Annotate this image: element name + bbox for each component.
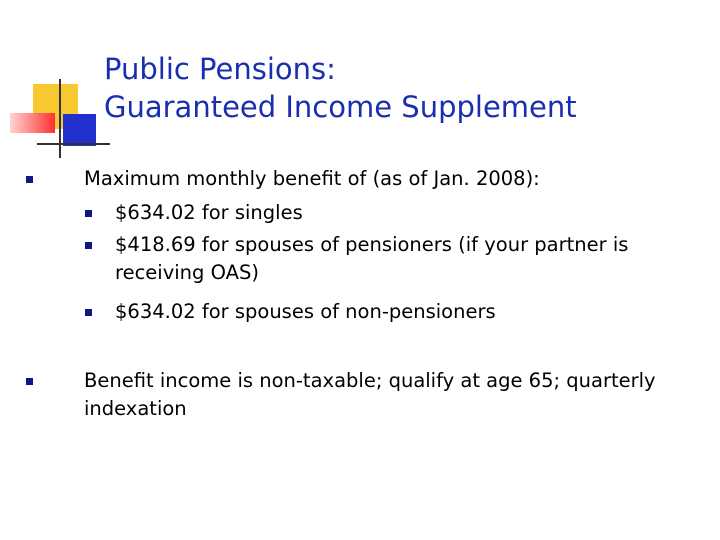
red-gradient-bar <box>10 113 55 133</box>
title-line-2: Guaranteed Income Supplement <box>104 90 577 124</box>
horizontal-rule <box>37 143 110 145</box>
sub-bullet-marker <box>85 210 92 217</box>
decorative-logo <box>0 0 110 170</box>
sub-bullet-text: $634.02 for spouses of non-pensioners <box>115 300 496 323</box>
sub-bullet-text: $418.69 for spouses of pensioners (if your partner is <box>115 233 629 256</box>
bullet-text-continued: indexation <box>84 397 187 420</box>
bullet-marker <box>26 176 33 183</box>
sub-bullet-marker <box>85 309 92 316</box>
bullet-marker <box>26 378 33 385</box>
slide-title <box>104 50 577 126</box>
sub-bullet-marker <box>85 242 92 249</box>
bullet-text: Benefit income is non-taxable; qualify at age 65; quarterly <box>84 369 656 392</box>
sub-bullet-text: $634.02 for singles <box>115 201 303 224</box>
title-line-1: Public Pensions: <box>104 52 336 86</box>
bullet-text: Maximum monthly benefit of (as of Jan. 2008): <box>84 167 540 190</box>
vertical-rule <box>59 79 61 158</box>
blue-square <box>63 114 96 146</box>
sub-bullet-text-continued: receiving OAS) <box>115 261 259 284</box>
